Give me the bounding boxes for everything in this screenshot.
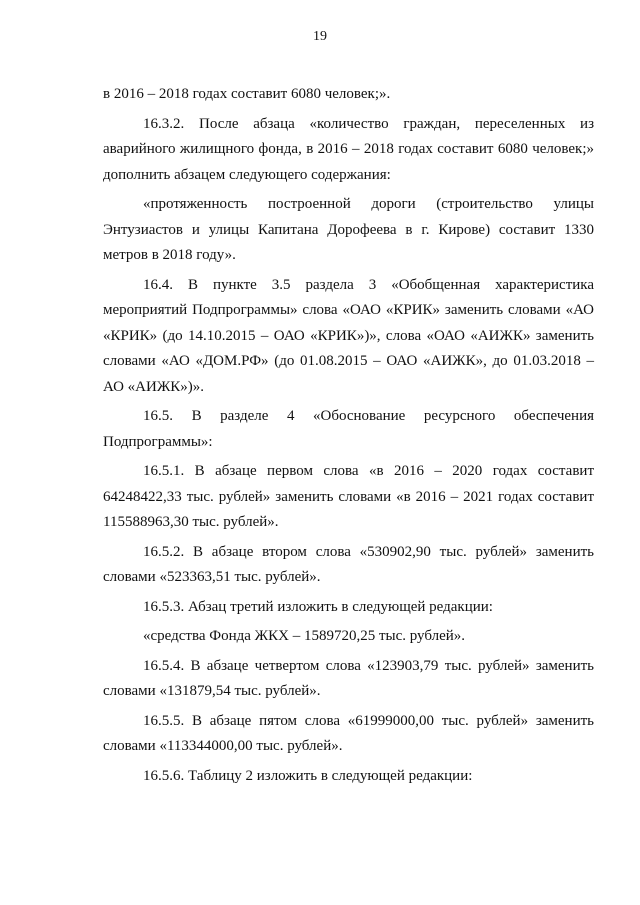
paragraph-16-5-6: 16.5.6. Таблицу 2 изложить в следующей редакции: [143, 767, 473, 784]
paragraph-16-5-2: 16.5.2. В абзаце втором слова «530902,90 тыс. рублей» заменить словами «523363,51 тыс. рублей». [103, 543, 594, 585]
paragraph-quoted-fund: «средства Фонда ЖКХ – 1589720,25 тыс. рублей». [143, 628, 466, 644]
paragraph-16-5-5: 16.5.5. В абзаце пятом слова «61999000,00 тыс. рублей» заменить словами «113344000,00 тыс. рублей». [103, 712, 594, 754]
paragraph-16-5-4: 16.5.4. В абзаце четвертом слова «123903,79 тыс. рублей» заменить словами «131879,54 тыс. рублей». [103, 657, 594, 699]
paragraph-16-4: 16.4. В пункте 3.5 раздела 3 «Обобщенная характеристика мероприятий Подпрограммы» слова «ОАО «КРИК» заменить словами «АО «КРИК» (до 14.10.2015 – ОАО «КРИК»)», слова «ОАО «АИЖК» заменить словами «АО «ДОМ.РФ» (до 01.08.2015 – ОАО «АИЖК», до 01.03.2018 – АО «АИЖК»)». [103, 276, 594, 395]
paragraph-continuation: в 2016 – 2018 годах составит 6080 человек;». [103, 86, 391, 102]
paragraph-16-5-1: 16.5.1. В абзаце первом слова «в 2016 – 2020 годах составит 64248422,33 тыс. рублей» заменить словами «в 2016 – 2021 годах составит 115588963,30 тыс. рублей». [103, 463, 594, 530]
page-number: 19 [313, 29, 327, 44]
paragraph-16-5: 16.5. В разделе 4 «Обоснование ресурсного обеспечения Подпрограммы»: [103, 408, 594, 450]
paragraph-quoted-road: «протяженность построенной дороги (строительство улицы Энтузиастов и улицы Капитана Дорофеева в г. Кирове) составит 1330 метров в 2018 году». [103, 196, 594, 263]
document-body [103, 82, 594, 793]
paragraph-16-5-3: 16.5.3. Абзац третий изложить в следующей редакции: [143, 598, 493, 615]
paragraph-16-3-2: 16.3.2. После абзаца «количество граждан, переселенных из аварийного жилищного фонда, в 2016 – 2018 годах составит 6080 человек;» дополнить абзацем следующего содержания: [103, 115, 594, 183]
